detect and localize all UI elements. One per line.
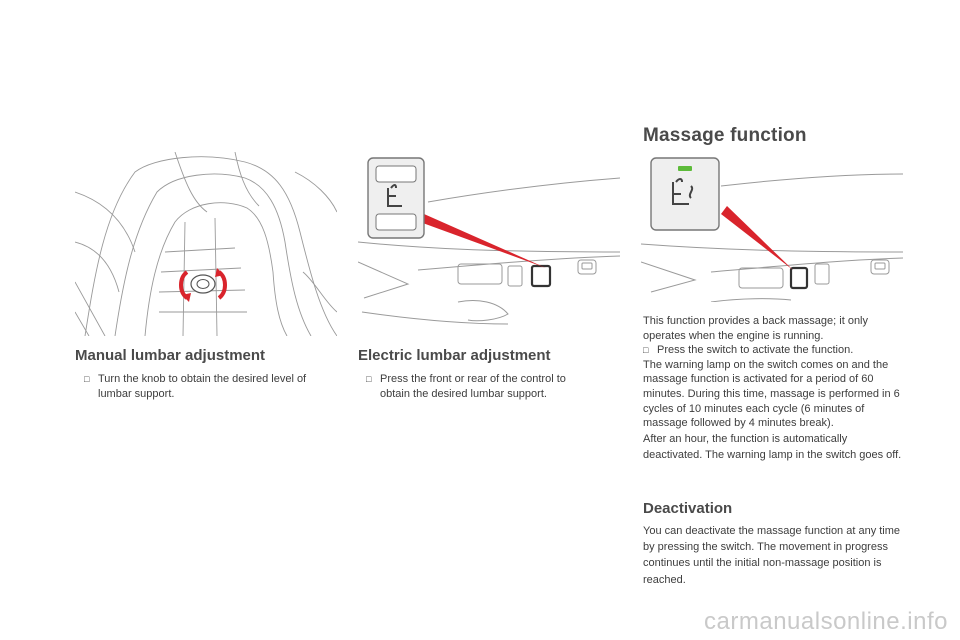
massage-details: The warning lamp on the switch comes on and the massage function is activated for a period of 60 minutes. During this time, massage is performed in 6 cycles of 10 minutes each cycle (6 minutes of massage followed by 4 minutes break). xyxy=(643,358,900,430)
pointer-arrow xyxy=(420,214,546,268)
pointer-arrow xyxy=(721,206,793,270)
massage-heading: Massage function xyxy=(643,125,807,146)
bullet-icon: □ xyxy=(84,374,90,384)
watermark: carmanualsonline.info xyxy=(704,608,948,635)
massage-illustration xyxy=(641,152,903,302)
lumbar-switch-icon xyxy=(532,266,550,286)
electric-lumbar-illustration xyxy=(358,152,620,328)
bullet-icon: □ xyxy=(366,374,372,384)
electric-lumbar-heading: Electric lumbar adjustment xyxy=(358,347,551,364)
manual-lumbar-illustration xyxy=(75,152,337,336)
electric-lumbar-instruction: □ Press the front or rear of the control to obtain the desired lumbar support. xyxy=(366,373,566,400)
massage-instruction: □ Press the switch to activate the function. xyxy=(643,344,854,357)
massage-switch-icon xyxy=(791,268,807,288)
massage-description xyxy=(643,314,905,463)
manual-lumbar-heading: Manual lumbar adjustment xyxy=(75,347,266,364)
bullet-icon: □ xyxy=(643,345,649,356)
manual-lumbar-instruction: □ Turn the knob to obtain the desired level of lumbar support. xyxy=(84,373,307,400)
lumbar-control-icon xyxy=(368,158,424,238)
warning-lamp-icon xyxy=(678,166,692,171)
massage-control-icon xyxy=(651,158,719,230)
massage-intro: This function provides a back massage; it only operates when the engine is running. xyxy=(643,315,869,342)
deactivation-text: You can deactivate the massage function at any time by pressing the switch. The movement in progress continues until the initial non-massage position is reached. xyxy=(643,525,901,586)
lumbar-knob-icon xyxy=(181,268,225,302)
deactivation-heading: Deactivation xyxy=(643,500,733,517)
massage-autooff: After an hour, the function is automatically deactivated. The warning lamp in the switch goes off. xyxy=(643,432,902,461)
